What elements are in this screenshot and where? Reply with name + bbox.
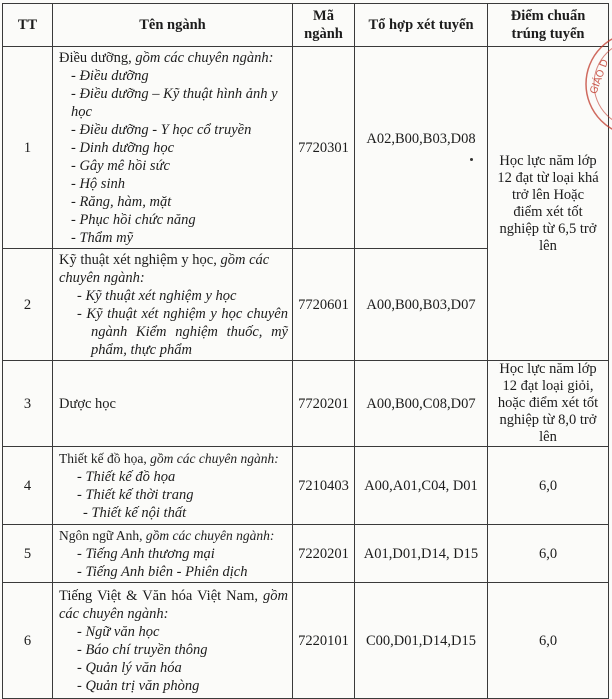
major-title: Dược học	[59, 396, 116, 412]
row-major-name	[53, 249, 293, 361]
specialization-item: - Thẩm mỹ	[71, 230, 134, 246]
header-combo: Tổ hợp xét tuyển	[355, 4, 488, 47]
specialization-item: - Điều dưỡng - Y học cổ truyền	[71, 122, 252, 138]
major-subtitle: gồm các chuyên ngành:	[146, 451, 279, 466]
row-cutoff: Học lực năm lớp 12 đạt loại giỏi, hoặc điểm xét tốt nghiệp từ 8,0 trở lên	[488, 361, 609, 447]
row-cutoff: 6,0	[488, 583, 609, 699]
specialization-item: - Phục hồi chức năng	[71, 212, 196, 228]
major-title: Kỹ thuật xét nghiệm y học,	[59, 252, 217, 268]
major-title: Điều dưỡng,	[59, 50, 132, 66]
table-row	[3, 361, 609, 447]
row-tt: 3	[3, 361, 53, 447]
major-subtitle: gồm các chuyên ngành:	[142, 528, 275, 543]
major-title: Tiếng Việt & Văn hóa Việt Nam,	[59, 588, 258, 604]
header-name: Tên ngành	[53, 4, 293, 47]
admission-table	[2, 3, 612, 699]
specialization-item: - Dinh dưỡng học	[71, 140, 175, 156]
row-major-name	[53, 525, 293, 583]
row-combo: C00,D01,D14,D15	[355, 583, 488, 699]
row-tt: 6	[3, 583, 53, 699]
specialization-item: - Thiết kế thời trang	[77, 487, 194, 503]
major-subtitle: gồm các chuyên ngành:	[131, 50, 274, 66]
table-row	[3, 447, 609, 525]
row-cutoff: 6,0	[488, 525, 609, 583]
row-code: 7720201	[293, 361, 355, 447]
major-title: Thiết kế đồ họa,	[59, 451, 147, 466]
specialization-item: - Báo chí truyền thông	[77, 642, 208, 658]
specialization-item: - Điều dưỡng – Kỹ thuật hình ảnh y học	[71, 86, 278, 120]
row-cutoff: 6,0	[488, 447, 609, 525]
seal-stamp	[578, 29, 612, 149]
row-tt: 2	[3, 249, 53, 361]
specialization-item: - Điều dưỡng	[71, 68, 149, 84]
row-major-name	[53, 47, 293, 249]
row-major-name	[53, 583, 293, 699]
header-cutoff: Điểm chuẩn trúng tuyển	[488, 4, 609, 47]
row-tt: 4	[3, 447, 53, 525]
row-code: 7720301	[293, 47, 355, 249]
row-tt: 5	[3, 525, 53, 583]
row-cutoff-merged: Học lực năm lớp 12 đạt từ loại khá trở lên Hoặc điểm xét tốt nghiệp từ 6,5 trở lên GIÁO D	[488, 47, 609, 361]
specialization-item: - Thiết kế đồ họa	[77, 469, 176, 485]
specialization-item: - Kỹ thuật xét nghiệm y học chuyên ngành Kiểm nghiệm thuốc, mỹ phẩm, thực phẩm	[77, 306, 288, 358]
row-code: 7210403	[293, 447, 355, 525]
specialization-item: - Kỹ thuật xét nghiệm y học	[77, 288, 237, 304]
row-combo: A01,D01,D14, D15	[355, 525, 488, 583]
dot-mark	[470, 158, 473, 161]
header-tt: TT	[3, 4, 53, 47]
specialization-item: - Quản lý văn hóa	[77, 660, 182, 676]
row-code: 7220101	[293, 583, 355, 699]
row-combo: A02,B00,B03,D08	[355, 47, 488, 249]
row-major-name	[53, 447, 293, 525]
specialization-item: - Quản trị văn phòng	[77, 678, 200, 694]
row-tt: 1	[3, 47, 53, 249]
header-row	[3, 4, 609, 47]
major-title: Ngôn ngữ Anh,	[59, 528, 143, 543]
major-subtitle: gồm các chuyên ngành:	[59, 252, 270, 286]
row-code: 7220201	[293, 525, 355, 583]
table-row	[3, 583, 609, 699]
row-combo: A00,B00,B03,D07	[355, 249, 488, 361]
specialization-item: - Tiếng Anh thương mại	[77, 546, 215, 562]
specialization-item: - Ngữ văn học	[77, 624, 160, 640]
row-code: 7720601	[293, 249, 355, 361]
row-combo: A00,B00,C08,D07	[355, 361, 488, 447]
row-combo: A00,A01,C04, D01	[355, 447, 488, 525]
header-code: Mã ngành	[293, 4, 355, 47]
major-subtitle: gồm các chuyên ngành:	[59, 588, 288, 622]
specialization-item: - Thiết kế nội thất	[83, 505, 187, 521]
specialization-item: - Tiếng Anh biên - Phiên dịch	[77, 564, 248, 580]
specialization-item: - Răng, hàm, mặt	[71, 194, 172, 210]
table-row	[3, 47, 609, 249]
table-row	[3, 525, 609, 583]
specialization-item: - Gây mê hồi sức	[71, 158, 170, 174]
svg-text:GIÁO D: GIÁO D	[588, 57, 612, 96]
row-major-name	[53, 361, 293, 447]
specialization-item: - Hộ sinh	[71, 176, 125, 192]
